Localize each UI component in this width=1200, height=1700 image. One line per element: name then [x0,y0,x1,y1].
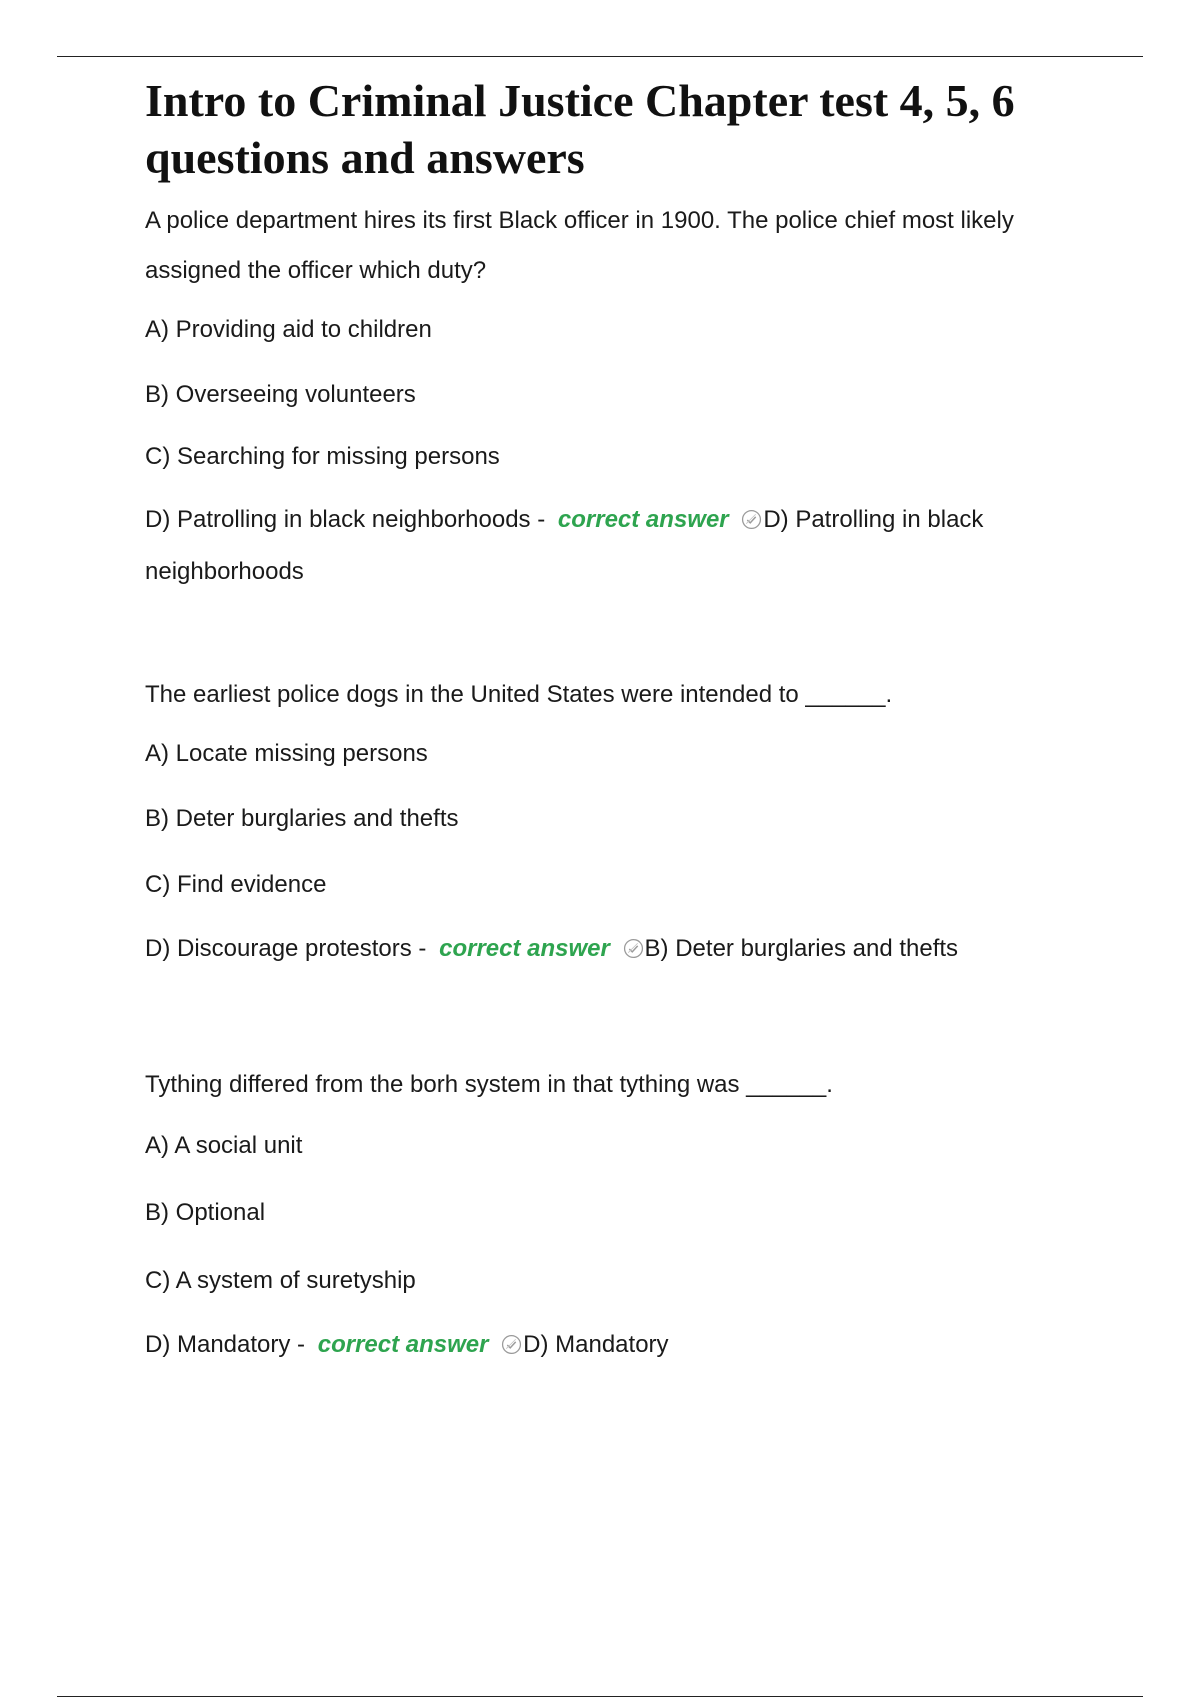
question-block [145,1058,1105,1371]
question-block [145,668,1105,975]
question-text: A police department hires its first Black officer in 1900. The police chief most likely assigned the officer which duty? [145,207,1014,284]
correct-answer-label: correct answer [439,935,610,962]
option-b: B) Optional [145,1199,266,1226]
check-circle-icon [741,509,762,530]
option-b: B) Overseeing volunteers [145,381,416,408]
option-d: D) Discourage protestors - [145,935,427,962]
document-body [145,72,1105,1371]
option-d: D) Mandatory - [145,1331,306,1358]
question-text: Tything differed from the borh system in that tything was ______. [145,1071,833,1098]
spacer [145,598,1105,668]
bottom-rule [57,1696,1143,1697]
option-a: A) Locate missing persons [145,740,428,767]
answer-text: D) Mandatory [523,1331,669,1358]
document-title: Intro to Criminal Justice Chapter test 4, 5, 6 questions and answers [145,75,1015,183]
option-b: B) Deter burglaries and thefts [145,805,459,832]
top-rule [57,56,1143,57]
answer-text: D) Patrolling in black neighborhoods [145,506,984,585]
spacer [145,975,1105,1058]
option-c: C) Searching for missing persons [145,443,500,470]
option-a: A) A social unit [145,1132,303,1159]
option-c: C) Find evidence [145,871,327,898]
answer-text: B) Deter burglaries and thefts [644,935,959,962]
check-circle-icon [501,1334,522,1355]
correct-answer-label: correct answer [317,1331,489,1358]
question-block [145,196,1105,598]
answer-line [145,923,1105,975]
option-c: C) A system of suretyship [145,1267,416,1294]
check-circle-icon [623,938,644,959]
correct-answer-label: correct answer [557,506,729,533]
question-text: The earliest police dogs in the United States were intended to ______. [145,681,893,708]
answer-line [145,494,1105,598]
option-d: D) Patrolling in black neighborhoods - [145,506,546,533]
option-a: A) Providing aid to children [145,316,432,343]
answer-line [145,1319,1105,1371]
